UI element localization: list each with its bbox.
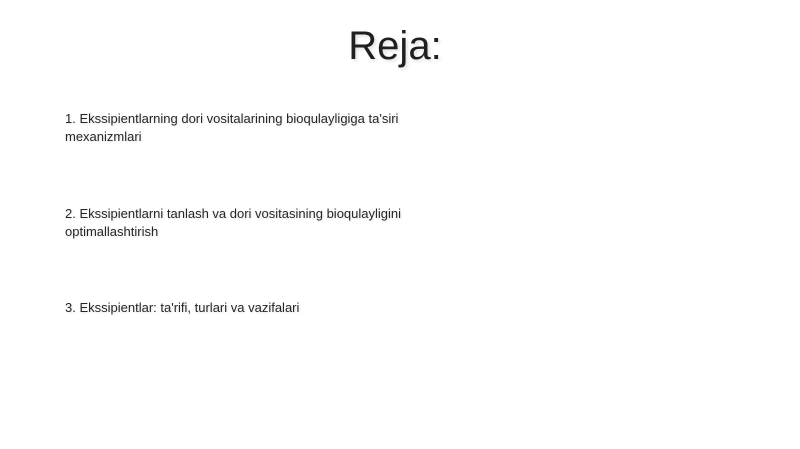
- agenda-item-1: 1. Ekssipientlarning dori vositalarining bioqulayligiga ta'siri mexanizmlari: [65, 111, 399, 144]
- agenda-item-2: 2. Ekssipientlarni tanlash va dori vositasining bioqulayligini optimallashtirish: [65, 206, 402, 239]
- agenda-item-3: 3. Ekssipientlar: ta'rifi, turlari va vazifalari: [65, 300, 300, 315]
- slide-title: Reja:: [348, 24, 442, 68]
